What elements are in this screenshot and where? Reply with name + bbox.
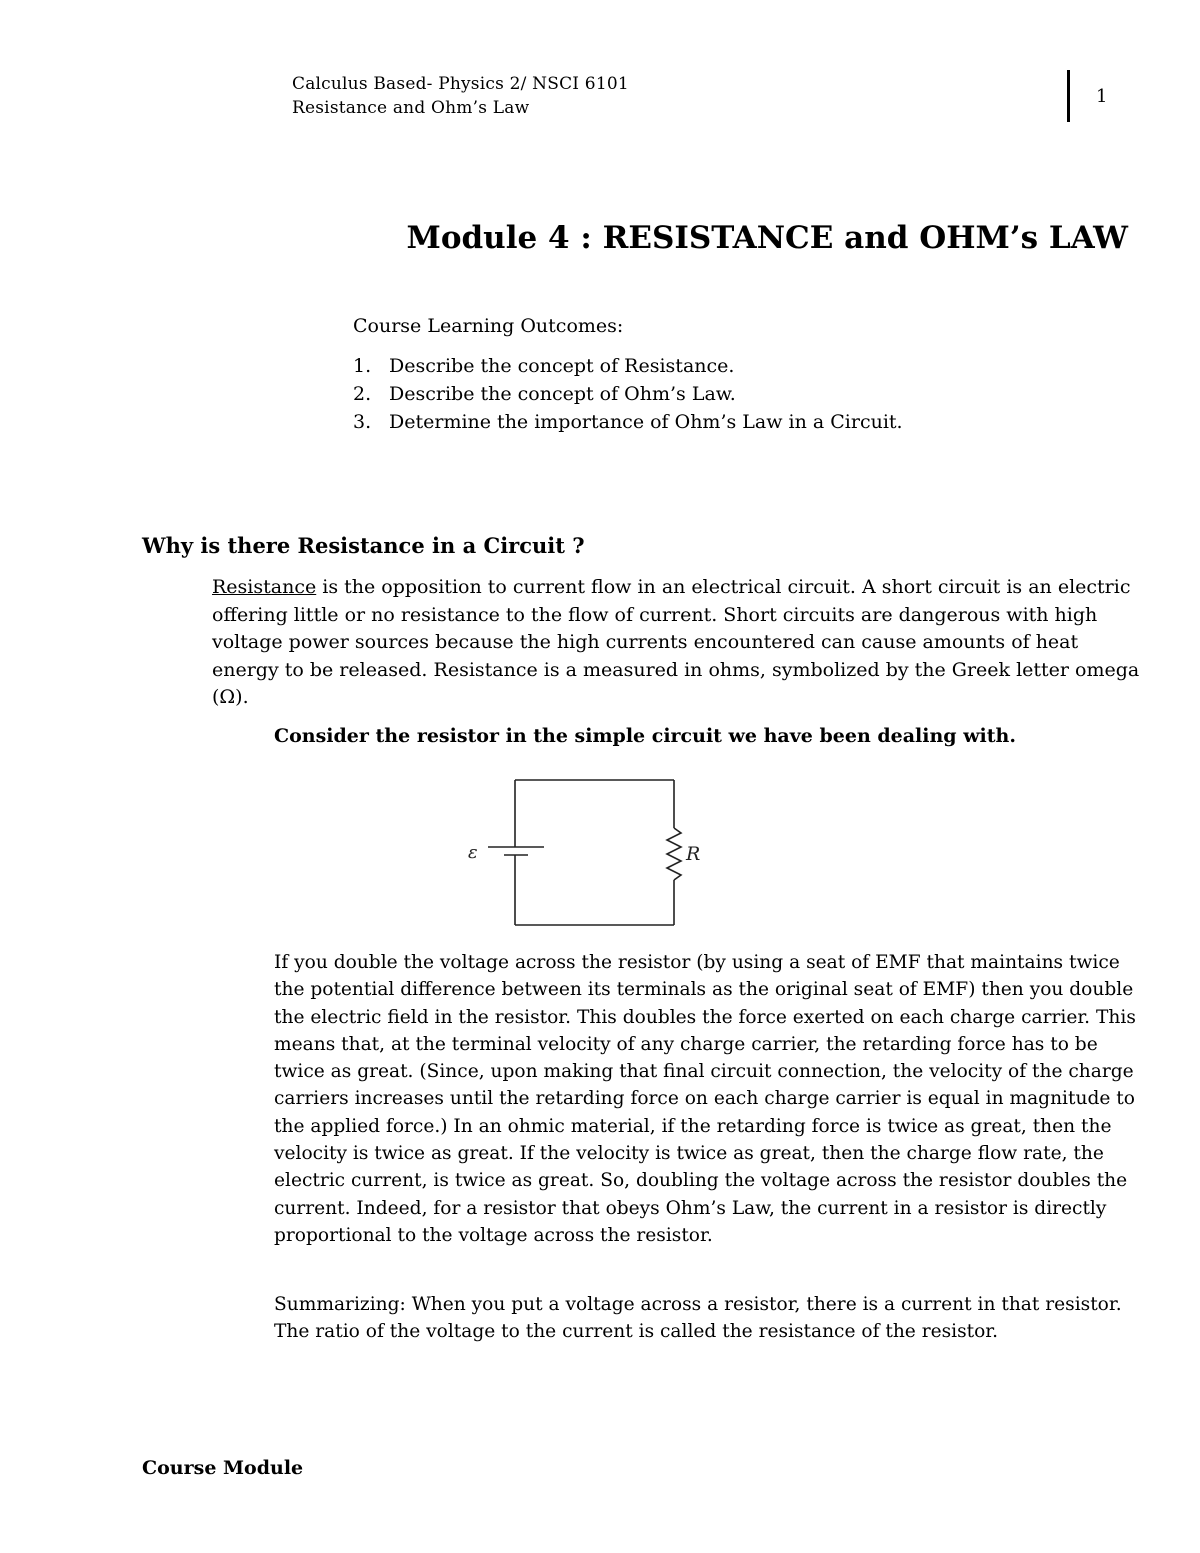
- resistor-symbol: [667, 828, 681, 880]
- summary-paragraph: Summarizing: When you put a voltage across a resistor, there is a current in that resistor. The ratio of the voltage to the current is called the resistance of the resistor.: [274, 1294, 1122, 1343]
- list-item: [353, 380, 903, 408]
- double-voltage-paragraph: If you double the voltage across the resistor (by using a seat of EMF that maintains twice the potential difference between its terminals as the original seat of EMF) then you double the electric field in the resistor. This doubles the force exerted on each charge carrier. This means that, at the terminal velocity of any charge carrier, the retarding force has to be twice as great. (Since, upon making that final circuit connection, the velocity of the charge carriers increases until the retarding force on each charge carrier is equal in magnitude to the applied force.) In an ohmic material, if the retarding force is twice as great, then the velocity is twice as great. If the velocity is twice as great, then the charge flow rate, the electric current, is twice as great. So, doubling the voltage across the resistor doubles the current. Indeed, for a resistor that obeys Ohm’s Law, the current in a resistor is directly proportional to the voltage across the resistor.: [274, 952, 1136, 1246]
- resistance-paragraph: [212, 574, 1142, 712]
- list-item-number: 1.: [353, 355, 372, 377]
- resistor-label: R: [686, 843, 701, 865]
- header-course: Calculus Based- Physics 2/ NSCI 6101: [292, 74, 629, 94]
- circuit-diagram: [460, 770, 720, 935]
- page-title: Module 4 : RESISTANCE and OHM’s LAW: [406, 220, 1128, 256]
- list-item-text: Determine the importance of Ohm’s Law in a Circuit.: [389, 411, 903, 433]
- emf-label: ε: [468, 842, 478, 863]
- outcomes-heading: Course Learning Outcomes:: [353, 315, 624, 337]
- header-divider: [1067, 70, 1070, 122]
- list-item-text: Describe the concept of Resistance.: [389, 355, 735, 377]
- page-number: 1: [1096, 86, 1108, 107]
- list-item-number: 3.: [353, 411, 372, 433]
- resistance-term: Resistance: [212, 576, 317, 598]
- list-item-text: Describe the concept of Ohm’s Law.: [389, 383, 736, 405]
- list-item: [353, 352, 903, 380]
- section-heading: Why is there Resistance in a Circuit ?: [142, 533, 585, 558]
- list-item-number: 2.: [353, 383, 372, 405]
- outcomes-list: [353, 352, 903, 436]
- footer-label: Course Module: [142, 1457, 304, 1479]
- list-item: [353, 408, 903, 436]
- consider-statement: Consider the resistor in the simple circuit we have been dealing with.: [274, 725, 1016, 747]
- resistance-definition: is the opposition to current flow in an electrical circuit. A short circuit is an electric offering little or no resistance to the flow of current. Short circuits are dangerous with high voltage power sources because the high currents encountered can cause amounts of heat energy to be released. Resistance is a measured in ohms, symbolized by the Greek letter omega (Ω).: [212, 576, 1140, 708]
- header-topic: Resistance and Ohm’s Law: [292, 98, 530, 118]
